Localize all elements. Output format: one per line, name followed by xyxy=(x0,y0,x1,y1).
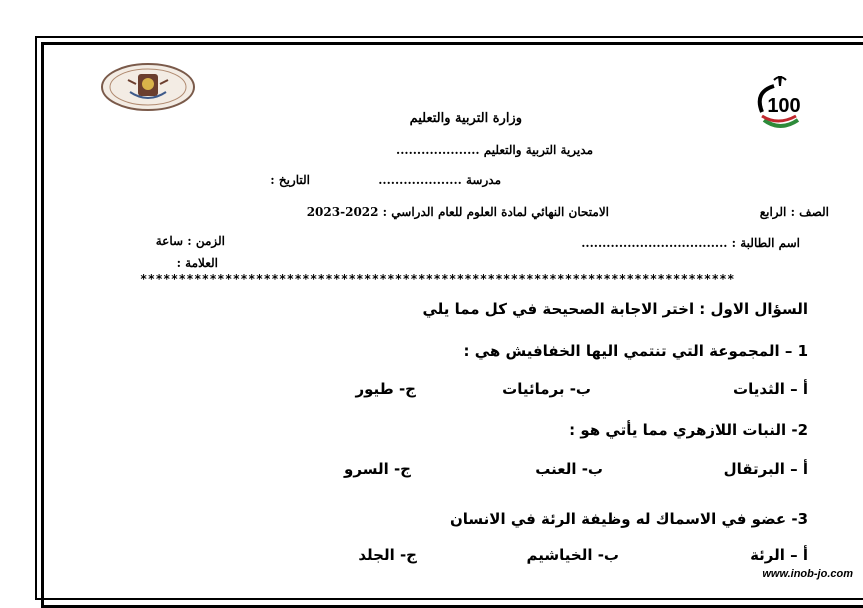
school-line: مدرسة .................... xyxy=(378,173,501,187)
centennial-100-logo-icon xyxy=(748,72,814,136)
mark-label: العلامة : xyxy=(176,256,218,270)
question-2-option-c: ج- السرو xyxy=(344,460,411,478)
directorate-line: مديرية التربية والتعليم .................... xyxy=(396,143,593,157)
exam-title: الامتحان النهائي لمادة العلوم للعام الدراسي : 2022-2023 xyxy=(306,205,609,219)
student-name-field: اسم الطالبة : ................................... xyxy=(581,236,800,250)
section-title: السؤال الاول : اختر الاجابة الصحيحة في كل مما يلي xyxy=(422,300,808,318)
question-3-option-c: ج- الجلد xyxy=(358,546,417,564)
question-2-option-b: ب- العنب xyxy=(535,460,603,478)
ministry-seal-icon xyxy=(100,62,196,112)
question-3-option-b: ب- الخياشيم xyxy=(526,546,619,564)
time-label: الزمن : ساعة xyxy=(155,234,225,248)
grade-label: الصف : الرابع xyxy=(759,205,829,219)
website-footer: www.inob-jo.com xyxy=(762,568,853,580)
question-2-stem: 2- النبات اللازهري مما يأتي هو : xyxy=(569,421,808,439)
question-1-option-c: ج- طيور xyxy=(355,380,416,398)
date-label: التاريخ : xyxy=(270,173,310,187)
question-1-stem: 1 – المجموعة التي تنتمي اليها الخفافيش هي : xyxy=(463,342,808,360)
ministry-title: وزارة التربية والتعليم xyxy=(409,111,522,126)
question-2-option-a: أ – البرتقال xyxy=(723,460,808,478)
question-3-option-a: أ – الرئة xyxy=(750,546,808,564)
question-1-option-a: أ – الثديات xyxy=(733,380,808,398)
separator-stars: ***************************************************************************** xyxy=(140,272,735,286)
question-3-stem: 3- عضو في الاسماك له وظيفة الرئة في الانسان xyxy=(449,510,808,528)
logo-100-text: 100 xyxy=(767,95,801,117)
question-1-option-b: ب- برمائيات xyxy=(502,380,591,398)
